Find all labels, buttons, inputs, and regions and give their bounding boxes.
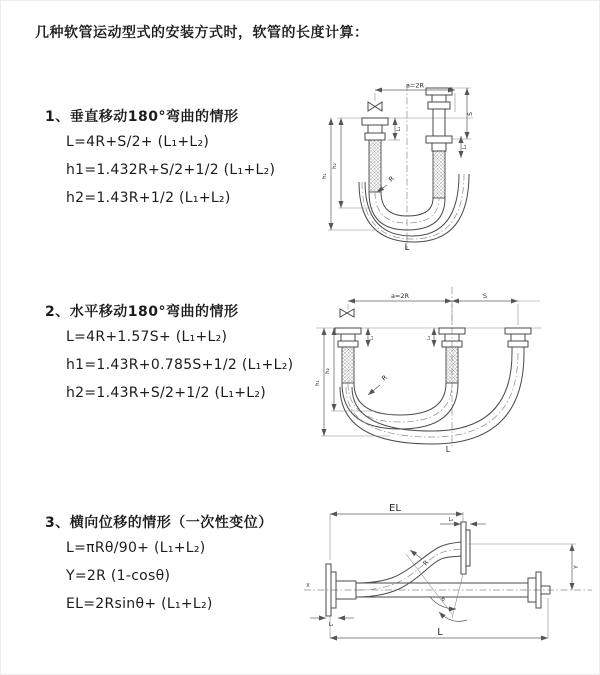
dim-h2 [332,118,373,208]
dim-l1 [310,618,354,628]
left-flange-fitting [362,118,388,192]
dim-label-y: Y [573,565,580,569]
dim-s [452,292,540,325]
label-r: R [387,174,396,184]
label-theta: θ [441,597,445,603]
length-callout [404,235,409,253]
radius-callout [368,373,389,395]
dim-label-l2: L₂ [462,144,468,150]
section-3-formula-EL: EL=2Rsinθ+ (L₁+L₂) [66,596,213,612]
dim-a-2r [348,292,452,325]
dim-l2 [426,328,434,347]
dim-label-l: L [437,627,443,638]
section-3-formula-Y: Y=2R (1-cosθ) [66,568,171,584]
page-title: 几种软管运动型式的安装方式时，软管的长度计算： [35,25,369,41]
dim-label-a2r: a=2R [390,292,410,300]
dim-label-s: S [482,292,488,300]
dim-label-el: EL [389,503,401,514]
right-flange-fitting [505,328,531,353]
dim-l2 [461,136,468,158]
section-1-formula-L: L=4R+S/2+ (L₁+L₂) [66,134,210,150]
dim-label-l1: L₁ [396,126,402,132]
centerline-vertical [337,81,473,250]
section-1-formula-h1: h1=1.432R+S/2+1/2 (L₁+L₂) [66,162,276,178]
dim-el [330,503,463,560]
radius-callout [410,550,431,567]
valve-icon [340,309,354,317]
diagram-lateral-displacement [300,498,600,657]
diagram-horizontal-180-bend [310,283,585,457]
section-1-heading: 1、垂直移动180°弯曲的情形 [45,109,239,125]
label-x: X [306,583,310,589]
section-3-formula-L: L=πRθ/90+ (L₁+L₂) [66,540,206,556]
dim-label-l1: L₁ [328,622,334,628]
dim-a-2r [375,82,455,113]
dim-label-h1: h₁ [315,380,321,386]
label-l: L [404,243,410,253]
dim-label-a2r: a=2R [405,81,425,90]
dim-l1 [388,118,402,140]
section-3-heading: 3、横向位移的情形（一次性变位） [45,515,273,531]
right-flange-fittings [426,88,452,198]
hose-s-curve [356,542,461,597]
dim-label-h2: h₂ [325,368,331,374]
dim-l [330,598,548,638]
left-flange-fitting [335,328,361,383]
upper-right-flange [461,522,470,574]
label-r: R [421,558,431,568]
section-2-formula-h1: h1=1.43R+0.785S+1/2 (L₁+L₂) [66,357,294,373]
valve-icon [368,102,382,111]
section-2-formula-L: L=4R+1.57S+ (L₁+L₂) [66,329,228,345]
dim-l1 [368,328,375,347]
dim-label-l1: L₁ [370,335,375,341]
dim-label-s: S [467,112,474,116]
label-r: R [380,373,389,383]
dim-label-l2: L₂ [427,335,432,341]
middle-flange-fitting [439,328,465,383]
dim-label-l2: L₂ [448,517,454,523]
dim-label-h2: h₂ [332,163,338,169]
diagram-vertical-180-bend [315,78,550,257]
hose-u-bend-curves [340,353,524,444]
section-2-heading: 2、水平移动180°弯曲的情形 [45,304,239,320]
dim-label-h1: h₁ [322,173,328,179]
section-1-formula-h2: h2=1.43R+1/2 (L₁+L₂) [66,190,231,206]
label-l: L [445,445,451,453]
section-2-formula-h2: h2=1.43R+S/2+1/2 (L₁+L₂) [66,385,267,401]
